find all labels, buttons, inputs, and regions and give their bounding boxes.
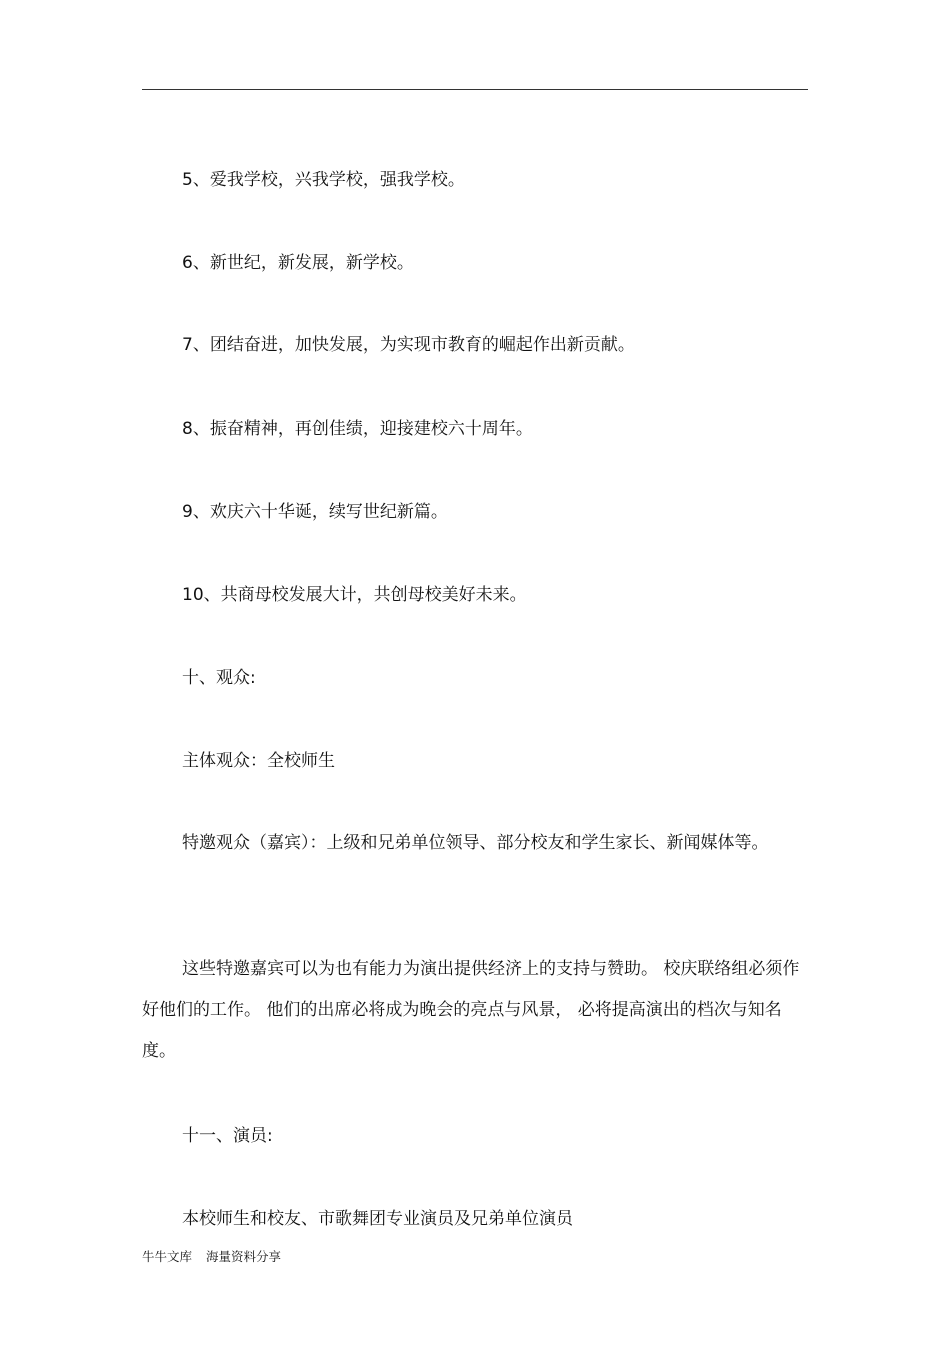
footer-tagline: 海量资料分享 [206, 1249, 282, 1264]
header-rule [142, 89, 808, 90]
slogan-10: 10、共商母校发展大计，共创母校美好未来。 [182, 585, 527, 605]
performers-text: 本校师生和校友、市歌舞团专业演员及兄弟单位演员 [182, 1209, 573, 1229]
section-heading-audience: 十、观众: [182, 668, 256, 688]
slogan-6: 6、新世纪，新发展，新学校。 [182, 253, 414, 273]
section-heading-performers: 十一、演员: [182, 1126, 273, 1146]
footer-brand: 牛牛文库 [142, 1249, 193, 1264]
slogan-7: 7、团结奋进，加快发展，为实现市教育的崛起作出新贡献。 [182, 335, 635, 355]
page-footer [142, 1249, 281, 1265]
special-guests-paragraph: 特邀观众（嘉宾）：上级和兄弟单位领导、部分校友和学生家长、新闻媒体等。 [182, 833, 769, 853]
main-audience: 主体观众：全校师生 [182, 751, 335, 771]
slogan-8: 8、振奋精神，再创佳绩，迎接建校六十周年。 [182, 419, 533, 439]
slogan-9: 9、欢庆六十华诞，续写世纪新篇。 [182, 502, 448, 522]
slogan-5: 5、爱我学校，兴我学校，强我学校。 [182, 170, 465, 190]
guest-note-paragraph: 这些特邀嘉宾可以为也有能力为演出提供经济上的支持与赞助。 校庆联络组必须作好他们的工作。 他们的出席必将成为晚会的亮点与风景， 必将提高演出的档次与知名度。 [142, 959, 800, 1061]
